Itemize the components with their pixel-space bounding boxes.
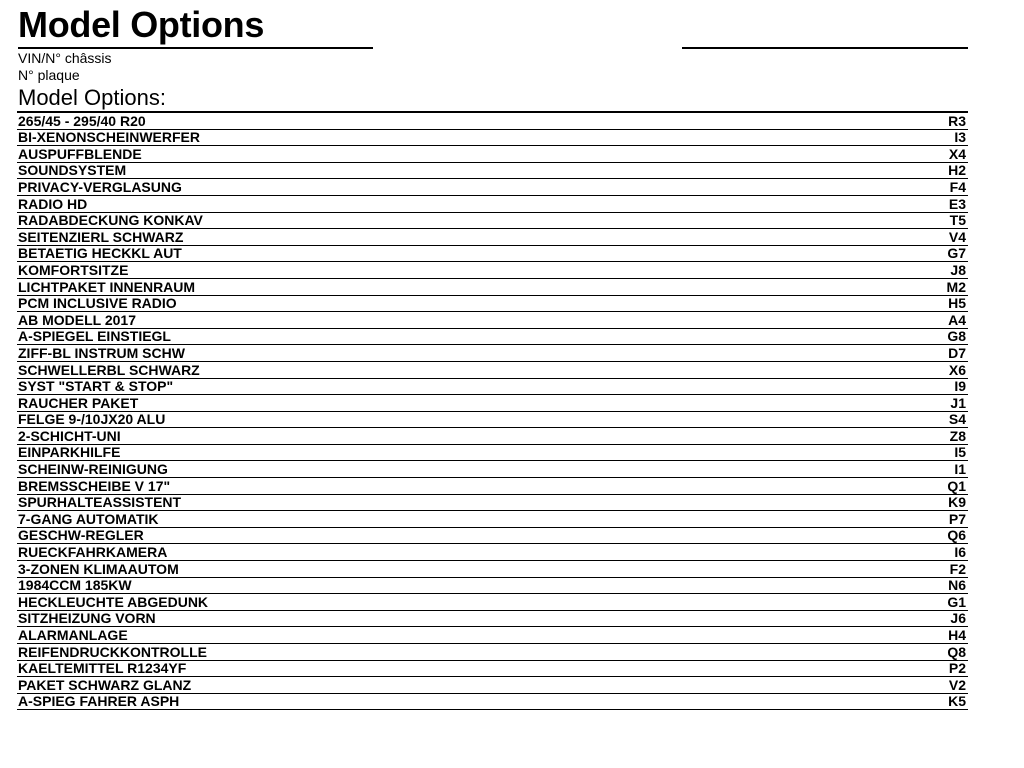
option-description: 3-ZONEN KLIMAAUTOM [18, 560, 179, 577]
option-description: 2-SCHICHT-UNI [18, 427, 121, 444]
option-row [17, 345, 968, 362]
option-description: BETAETIG HECKKL AUT [18, 245, 182, 262]
option-row [17, 296, 968, 313]
option-code: I1 [954, 461, 966, 478]
page-title: Model Options [18, 4, 265, 45]
option-row [17, 279, 968, 296]
option-row [17, 412, 968, 429]
option-code: F2 [949, 560, 966, 577]
option-description: RADIO HD [18, 195, 88, 212]
option-description: PAKET SCHWARZ GLANZ [18, 676, 192, 693]
option-row [17, 694, 968, 711]
option-row [17, 213, 968, 230]
option-code: T5 [949, 212, 966, 229]
option-code: Q6 [947, 527, 966, 544]
option-code: I5 [954, 444, 966, 461]
option-description: KOMFORTSITZE [18, 261, 129, 278]
option-description: EINPARKHILFE [18, 444, 121, 461]
option-code: V4 [948, 228, 966, 245]
option-code: K5 [948, 693, 966, 710]
option-row [17, 445, 968, 462]
option-description: SOUNDSYSTEM [18, 162, 127, 179]
option-code: J1 [950, 394, 966, 411]
option-description: BREMSSCHEIBE V 17" [18, 477, 171, 494]
option-code: H4 [948, 627, 966, 643]
option-description: SCHEINW-REINIGUNG [18, 461, 168, 478]
option-code: F4 [949, 178, 966, 195]
option-row [17, 146, 968, 163]
option-row [17, 246, 968, 263]
option-description: RAUCHER PAKET [18, 394, 139, 411]
option-description: SYST "START & STOP" [18, 378, 174, 395]
option-row [17, 578, 968, 595]
option-row [17, 461, 968, 478]
option-description: LICHTPAKET INNENRAUM [18, 278, 196, 295]
option-description: 1984CCM 185KW [18, 577, 132, 594]
option-description: A-SPIEG FAHRER ASPH [18, 693, 180, 710]
option-code: M2 [946, 278, 966, 295]
option-code: H2 [948, 162, 966, 179]
option-description: RADABDECKUNG KONKAV [18, 212, 203, 229]
option-row [17, 379, 968, 396]
option-description: PRIVACY-VERGLASUNG [18, 178, 182, 195]
option-code: I3 [954, 129, 966, 146]
option-description: ZIFF-BL INSTRUM SCHW [18, 344, 185, 361]
option-code: Z8 [949, 427, 966, 444]
option-code: X6 [948, 361, 966, 378]
option-code: J6 [950, 610, 966, 627]
option-row [17, 196, 968, 213]
option-code: S4 [948, 411, 966, 428]
option-row [17, 594, 968, 611]
option-description: REIFENDRUCKKONTROLLE [18, 643, 207, 660]
option-row [17, 262, 968, 279]
options-table [17, 111, 968, 710]
option-row [17, 627, 968, 644]
option-code: V2 [948, 676, 966, 693]
option-code: N6 [948, 577, 966, 594]
option-description: AB MODELL 2017 [18, 311, 136, 328]
option-code: X4 [948, 145, 966, 162]
option-code: P2 [948, 660, 966, 677]
option-row [17, 113, 968, 130]
option-row [17, 661, 968, 678]
vin-label: VIN/N° châssis [18, 50, 112, 66]
option-description: GESCHW-REGLER [18, 527, 144, 544]
option-row [17, 478, 968, 495]
option-code: A4 [948, 311, 966, 328]
option-row [17, 312, 968, 329]
option-row [17, 329, 968, 346]
option-row [17, 428, 968, 445]
option-description: BI-XENONSCHEINWERFER [18, 129, 201, 146]
option-description: ALARMANLAGE [18, 627, 128, 643]
option-row [17, 561, 968, 578]
option-description: HECKLEUCHTE ABGEDUNK [18, 593, 209, 610]
option-row [17, 163, 968, 180]
option-row [17, 644, 968, 661]
vin-value-underline [18, 47, 373, 49]
option-row [17, 528, 968, 545]
option-description: A-SPIEGEL EINSTIEGL [18, 328, 171, 345]
option-description: RUECKFAHRKAMERA [18, 544, 168, 561]
plate-value-underline [682, 47, 968, 49]
option-code: E3 [948, 195, 966, 212]
option-description: AUSPUFFBLENDE [18, 145, 142, 162]
option-row [17, 395, 968, 412]
option-code: Q1 [947, 477, 966, 494]
option-code: G8 [947, 328, 966, 345]
option-code: Q8 [947, 643, 966, 660]
option-code: P7 [948, 510, 966, 527]
option-row [17, 362, 968, 379]
option-row [17, 544, 968, 561]
option-row [17, 229, 968, 246]
option-row [17, 611, 968, 628]
option-description: FELGE 9-/10JX20 ALU [18, 411, 166, 428]
plate-label: N° plaque [18, 67, 80, 83]
option-code: K9 [948, 494, 966, 511]
option-description: SPURHALTEASSISTENT [18, 494, 182, 511]
option-description: KAELTEMITTEL R1234YF [18, 660, 187, 677]
option-description: 265/45 - 295/40 R20 [18, 112, 146, 129]
option-code: G1 [947, 593, 966, 610]
option-description: SCHWELLERBL SCHWARZ [18, 361, 200, 378]
option-code: I9 [954, 378, 966, 395]
section-heading: Model Options: [18, 85, 166, 110]
option-description: SEITENZIERL SCHWARZ [18, 228, 184, 245]
option-code: D7 [948, 344, 966, 361]
option-row [17, 130, 968, 147]
option-row [17, 179, 968, 196]
option-code: G7 [947, 245, 966, 262]
option-code: J8 [950, 261, 966, 278]
option-row [17, 677, 968, 694]
option-description: PCM INCLUSIVE RADIO [18, 295, 177, 312]
option-code: H5 [948, 295, 966, 312]
option-description: SITZHEIZUNG VORN [18, 610, 156, 627]
option-row [17, 511, 968, 528]
option-row [17, 495, 968, 512]
option-description: 7-GANG AUTOMATIK [18, 510, 159, 527]
option-code: I6 [954, 544, 966, 561]
option-code: R3 [948, 112, 966, 129]
